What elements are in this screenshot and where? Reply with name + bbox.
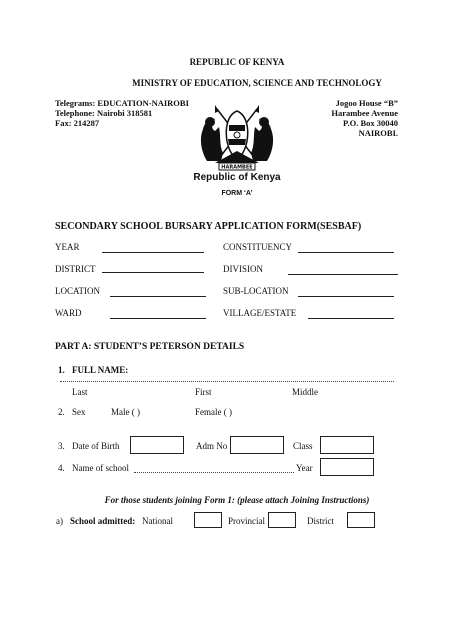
provincial-label: Provincial xyxy=(228,516,265,526)
admitted-letter: a) xyxy=(56,516,63,526)
class-input[interactable] xyxy=(320,436,374,454)
dob-number: 3. xyxy=(58,441,65,451)
district-field[interactable] xyxy=(102,272,204,273)
location-label: LOCATION xyxy=(55,286,100,296)
full-name-number: 1. xyxy=(58,365,65,375)
year-label: YEAR xyxy=(55,242,80,252)
location-field[interactable] xyxy=(110,296,206,297)
school-label: Name of school xyxy=(72,463,129,473)
full-name-label: FULL NAME: xyxy=(72,365,129,375)
sex-label: Sex xyxy=(72,407,86,417)
republic-heading: REPUBLIC OF KENYA xyxy=(189,57,285,67)
district-option-label: District xyxy=(307,516,334,526)
kenya-coat-of-arms-icon xyxy=(193,101,281,173)
provincial-checkbox[interactable] xyxy=(268,512,296,528)
sub-location-label: SUB-LOCATION xyxy=(223,286,289,296)
sex-number: 2. xyxy=(58,407,65,417)
sub-location-field[interactable] xyxy=(298,296,394,297)
school-number: 4. xyxy=(58,463,65,473)
crest-motto: HARAMBEE xyxy=(221,164,253,171)
ministry-heading: MINISTRY OF EDUCATION, SCIENCE AND TECHNOLOGY xyxy=(132,78,382,88)
division-label: DIVISION xyxy=(223,264,263,274)
dob-input[interactable] xyxy=(130,436,184,454)
dob-label: Date of Birth xyxy=(72,441,120,451)
male-option[interactable]: Male ( ) xyxy=(111,407,140,417)
school-year-label: Year xyxy=(296,463,313,473)
first-name-label: First xyxy=(195,387,212,397)
address-line-2: Harambee Avenue xyxy=(331,108,398,118)
middle-name-label: Middle xyxy=(292,387,318,397)
district-label: DISTRICT xyxy=(55,264,96,274)
school-name-field[interactable] xyxy=(134,472,294,473)
ward-field[interactable] xyxy=(110,318,206,319)
adm-no-label: Adm No xyxy=(196,441,228,451)
class-label: Class xyxy=(293,441,313,451)
village-estate-field[interactable] xyxy=(308,318,394,319)
fax-line: Fax: 214287 xyxy=(55,118,100,128)
district-checkbox[interactable] xyxy=(347,512,375,528)
constituency-label: CONSTITUENCY xyxy=(223,242,292,252)
female-option[interactable]: Female ( ) xyxy=(195,407,232,417)
telephone-line: Telephone: Nairobi 318581 xyxy=(55,108,153,118)
address-line-1: Jogoo House “B” xyxy=(335,98,398,108)
school-admitted-label: School admitted: xyxy=(70,516,136,526)
part-a-title: PART A: STUDENT’S PETERSON DETAILS xyxy=(55,342,245,352)
last-name-label: Last xyxy=(72,387,88,397)
division-field[interactable] xyxy=(288,274,398,275)
crest-caption: Republic of Kenya xyxy=(193,172,281,183)
form-label: FORM ‘A’ xyxy=(221,190,253,197)
village-estate-label: VILLAGE/ESTATE xyxy=(223,308,297,318)
address-line-4: NAIROBI. xyxy=(358,128,398,138)
constituency-field[interactable] xyxy=(298,252,394,253)
full-name-field[interactable] xyxy=(60,381,394,382)
school-year-input[interactable] xyxy=(320,458,374,476)
form-title: SECONDARY SCHOOL BURSARY APPLICATION FORM(SESBAF) xyxy=(55,221,362,232)
national-label: National xyxy=(142,516,173,526)
address-line-3: P.O. Box 30040 xyxy=(343,118,398,128)
adm-no-input[interactable] xyxy=(230,436,284,454)
year-field[interactable] xyxy=(102,252,204,253)
ward-label: WARD xyxy=(55,308,82,318)
national-checkbox[interactable] xyxy=(194,512,222,528)
form1-note: For those students joining Form 1: (please attach Joining Instructions) xyxy=(104,495,370,505)
telegrams-line: Telegrams: EDUCATION-NAIROBI xyxy=(55,98,189,108)
